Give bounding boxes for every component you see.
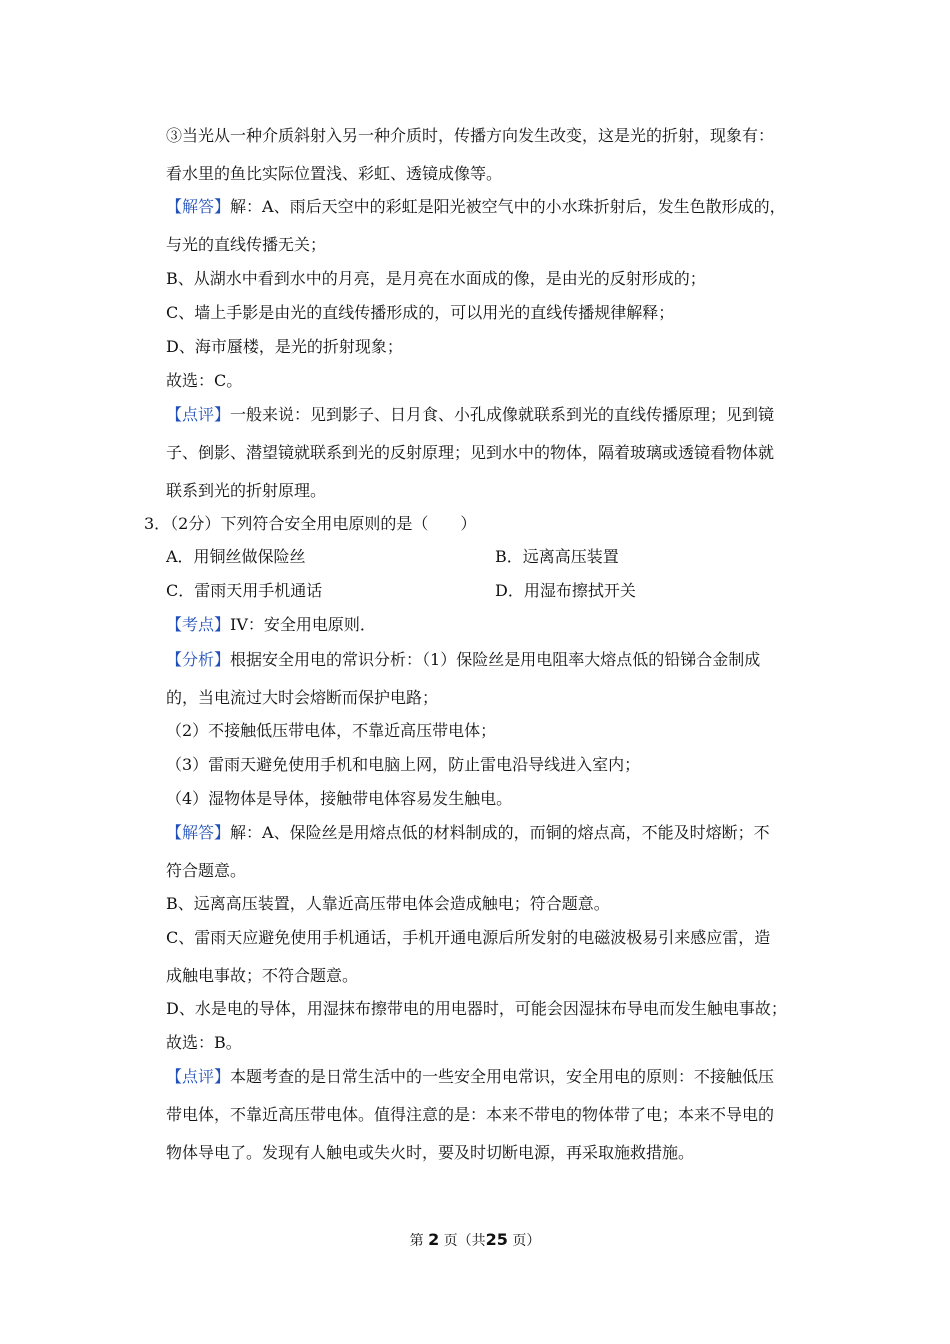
point-text: IV：安全用电原则．	[230, 615, 376, 634]
text-line: ③当光从一种介质斜射入另一种介质时，传播方向发生改变，这是光的折射，现象有：	[166, 126, 775, 145]
choice-line: 故选：B。	[166, 1033, 242, 1052]
review-text: 一般来说：见到影子、日月食、小孔成像就联系到光的直线传播原理；见到镜	[230, 405, 775, 424]
review-paragraph	[166, 405, 774, 425]
text-line: 的，当电流过大时会熔断而保护电路；	[166, 688, 439, 707]
analysis-paragraph	[166, 650, 760, 670]
option-b: B．远离高压装置	[495, 547, 619, 566]
text-line: B、远离高压装置，人靠近高压带电体会造成触电；符合题意。	[166, 894, 610, 913]
choice-line: 故选：C。	[166, 371, 243, 390]
point-paragraph	[166, 615, 376, 635]
text-line: （2）不接触低压带电体，不靠近高压带电体；	[166, 721, 497, 740]
point-tag: 【考点】	[166, 615, 231, 634]
text-line: （4）湿物体是导体，接触带电体容易发生触电。	[166, 789, 513, 808]
text-line: 符合题意。	[166, 861, 247, 880]
text-line: C、雷雨天应避免使用手机通话，手机开通电源后所发射的电磁波极易引来感应雷，造	[166, 928, 771, 947]
analysis-text: 根据安全用电的常识分析：（1）保险丝是用电阻率大熔点低的铅锑合金制成	[230, 650, 761, 669]
text-line: 与光的直线传播无关；	[166, 235, 327, 254]
review-tag: 【点评】	[166, 1067, 231, 1086]
page-number: 2	[428, 1230, 440, 1249]
text-line: D、海市蜃楼，是光的折射现象；	[166, 337, 403, 356]
text-line: 成触电事故；不符合题意。	[166, 966, 359, 985]
review-text: 本题考查的是日常生活中的一些安全用电常识，安全用电的原则：不接触低压	[230, 1067, 775, 1086]
text-line: C、墙上手影是由光的直线传播形成的，可以用光的直线传播规律解释；	[166, 303, 675, 322]
option-c: C．雷雨天用手机通话	[166, 581, 323, 600]
text-line: 联系到光的折射原理。	[166, 481, 327, 500]
option-d: D．用湿布擦拭开关	[495, 581, 636, 600]
answer-paragraph	[166, 197, 786, 217]
footer-prefix: 第	[409, 1233, 424, 1249]
text-line: （3）雷雨天避免使用手机和电脑上网，防止雷电沿导线进入室内；	[166, 755, 641, 774]
footer-middle: 页（共	[443, 1233, 486, 1249]
text-line: D、水是电的导体，用湿抹布擦带电的用电器时，可能会因湿抹布导电而发生触电事故；	[166, 999, 787, 1018]
text-line: 看水里的鱼比实际位置浅、彩虹、透镜成像等。	[166, 164, 503, 183]
answer-tag: 【解答】	[166, 197, 231, 216]
answer-text: 解：A、保险丝是用熔点低的材料制成的，而铜的熔点高，不能及时熔断；不	[230, 823, 770, 842]
page-footer	[0, 1230, 950, 1251]
answer-paragraph	[166, 823, 770, 843]
review-tag: 【点评】	[166, 405, 231, 424]
question-stem: 3．（2分）下列符合安全用电原则的是（ ）	[144, 514, 477, 533]
footer-suffix: 页）	[512, 1233, 541, 1249]
answer-tag: 【解答】	[166, 823, 231, 842]
analysis-tag: 【分析】	[166, 650, 231, 669]
option-a: A．用铜丝做保险丝	[166, 547, 306, 566]
review-paragraph	[166, 1067, 774, 1087]
page-total: 25	[485, 1230, 508, 1249]
text-line: B、从湖水中看到水中的月亮，是月亮在水面成的像，是由光的反射形成的；	[166, 269, 706, 288]
text-line: 子、倒影、潜望镜就联系到光的反射原理；见到水中的物体，隔着玻璃或透镜看物体就	[166, 443, 775, 462]
answer-text: 解：A、雨后天空中的彩虹是阳光被空气中的小水珠折射后，发生色散形成的，	[230, 197, 786, 216]
text-line: 物体导电了。发现有人触电或失火时，要及时切断电源，再采取施救措施。	[166, 1143, 695, 1162]
text-line: 带电体，不靠近高压带电体。值得注意的是：本来不带电的物体带了电；本来不导电的	[166, 1105, 775, 1124]
